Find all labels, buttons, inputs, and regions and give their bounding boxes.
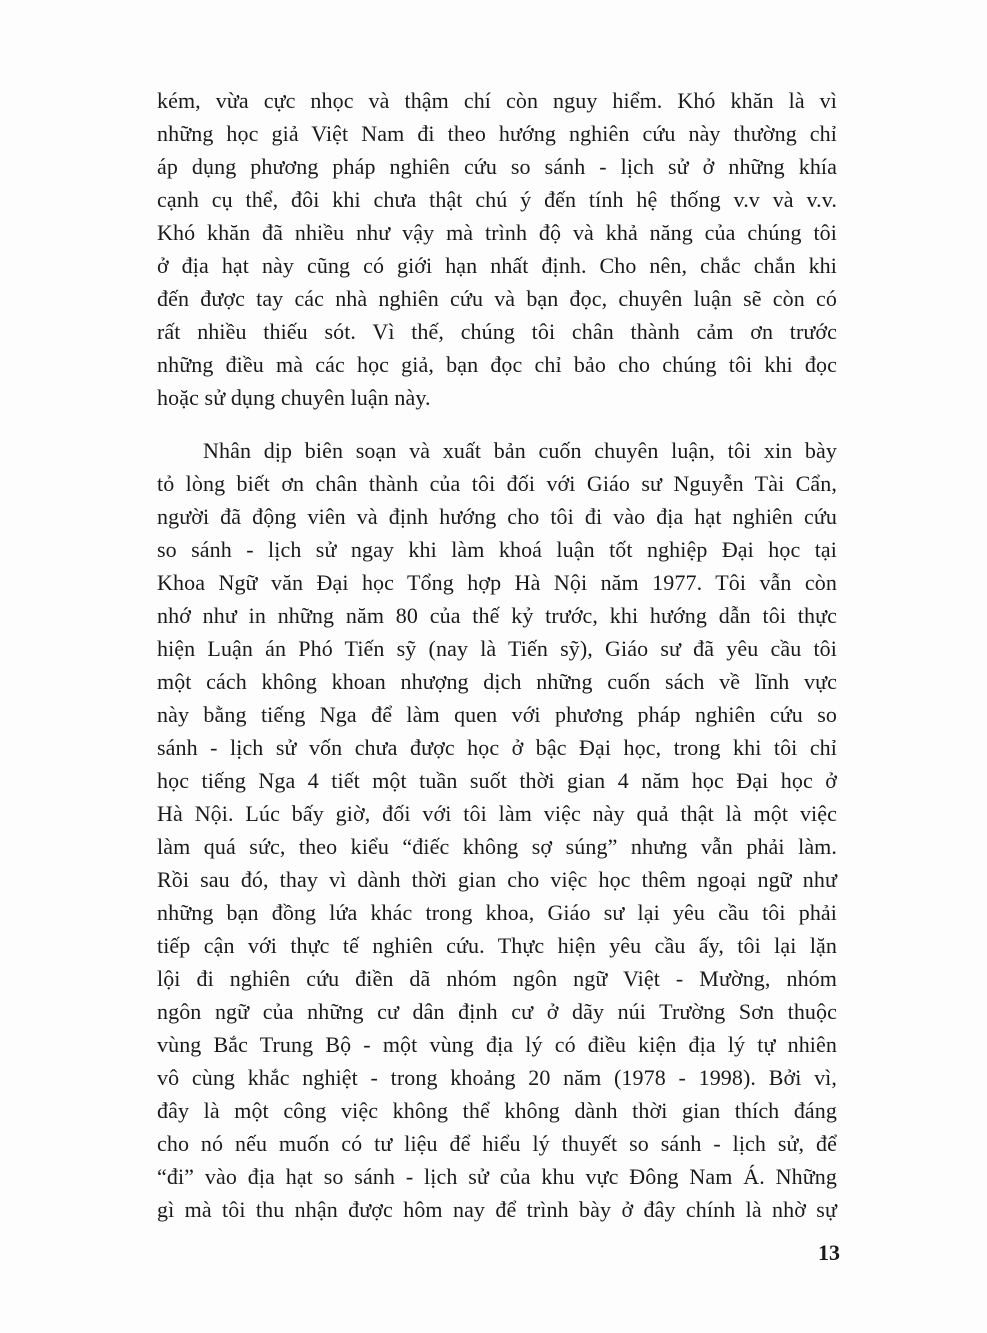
text-line: hoặc sử dụng chuyên luận này.: [157, 385, 431, 410]
text-line: những điều mà các học giả, bạn đọc chỉ bảo cho chúng tôi khi đọc: [157, 352, 837, 377]
text-line: những bạn đồng lứa khác trong khoa, Giáo sư lại yêu cầu tôi phải: [157, 900, 837, 925]
text-line: cạnh cụ thể, đôi khi chưa thật chú ý đến tính hệ thống v.v và v.v.: [157, 187, 837, 212]
text-line: này bằng tiếng Nga để làm quen với phương pháp nghiên cứu so: [157, 702, 837, 727]
text-line: vùng Bắc Trung Bộ - một vùng địa lý có điều kiện địa lý tự nhiên: [157, 1032, 837, 1057]
text-line: học tiếng Nga 4 tiết một tuần suốt thời gian 4 năm học Đại học ở: [157, 768, 837, 793]
text-line: Nhân dịp biên soạn và xuất bản cuốn chuyên luận, tôi xin bày: [203, 438, 837, 463]
text-line: hiện Luận án Phó Tiến sỹ (nay là Tiến sỹ), Giáo sư đã yêu cầu tôi: [157, 636, 837, 661]
text-line: áp dụng phương pháp nghiên cứu so sánh - lịch sử ở những khía: [157, 154, 837, 179]
text-line: gì mà tôi thu nhận được hôm nay để trình bày ở đây chính là nhờ sự: [157, 1197, 837, 1222]
text-line: Hà Nội. Lúc bấy giờ, đối với tôi làm việc này quả thật là một việc: [157, 801, 837, 826]
text-line: tiếp cận với thực tế nghiên cứu. Thực hiện yêu cầu ấy, tôi lại lặn: [157, 933, 837, 958]
text-line: so sánh - lịch sử ngay khi làm khoá luận tốt nghiệp Đại học tại: [157, 537, 837, 562]
text-line: rất nhiều thiếu sót. Vì thế, chúng tôi chân thành cảm ơn trước: [157, 319, 837, 344]
text-line: lội đi nghiên cứu điền dã nhóm ngôn ngữ Việt - Mường, nhóm: [157, 966, 837, 991]
page-number: 13: [818, 1240, 840, 1265]
text-line: Rồi sau đó, thay vì dành thời gian cho việc học thêm ngoại ngữ như: [157, 867, 837, 892]
text-line: cho nó nếu muốn có tư liệu để hiểu lý thuyết so sánh - lịch sử, để: [157, 1131, 837, 1156]
text-line: những học giả Việt Nam đi theo hướng nghiên cứu này thường chỉ: [157, 121, 837, 146]
text-line: Khó khăn đã nhiều như vậy mà trình độ và khả năng của chúng tôi: [157, 220, 837, 245]
text-line: đây là một công việc không thể không dành thời gian thích đáng: [157, 1098, 837, 1123]
text-line: nhớ như in những năm 80 của thế kỷ trước, khi hướng dẫn tôi thực: [157, 603, 837, 628]
paragraph-1: [157, 84, 837, 414]
text-line: một cách không khoan nhượng dịch những cuốn sách về lĩnh vực: [157, 669, 837, 694]
text-line: người đã động viên và định hướng cho tôi đi vào địa hạt nghiên cứu: [157, 504, 837, 529]
text-line: ở địa hạt này cũng có giới hạn nhất định. Cho nên, chắc chắn khi: [157, 253, 837, 278]
paragraph-2: [157, 434, 837, 1226]
text-line: “đi” vào địa hạt so sánh - lịch sử của khu vực Đông Nam Á. Những: [157, 1164, 837, 1189]
text-line: vô cùng khắc nghiệt - trong khoảng 20 năm (1978 - 1998). Bởi vì,: [157, 1065, 837, 1090]
text-line: làm quá sức, theo kiểu “điếc không sợ súng” nhưng vẫn phải làm.: [157, 834, 837, 859]
text-line: kém, vừa cực nhọc và thậm chí còn nguy hiểm. Khó khăn là vì: [157, 88, 837, 113]
text-line: Khoa Ngữ văn Đại học Tổng hợp Hà Nội năm 1977. Tôi vẫn còn: [157, 570, 837, 595]
text-line: ngôn ngữ của những cư dân định cư ở dãy núi Trường Sơn thuộc: [157, 999, 837, 1024]
text-line: đến được tay các nhà nghiên cứu và bạn đọc, chuyên luận sẽ còn có: [157, 286, 837, 311]
text-line: sánh - lịch sử vốn chưa được học ở bậc Đại học, trong khi tôi chỉ: [157, 735, 837, 760]
text-line: tỏ lòng biết ơn chân thành của tôi đối với Giáo sư Nguyễn Tài Cẩn,: [157, 471, 837, 496]
